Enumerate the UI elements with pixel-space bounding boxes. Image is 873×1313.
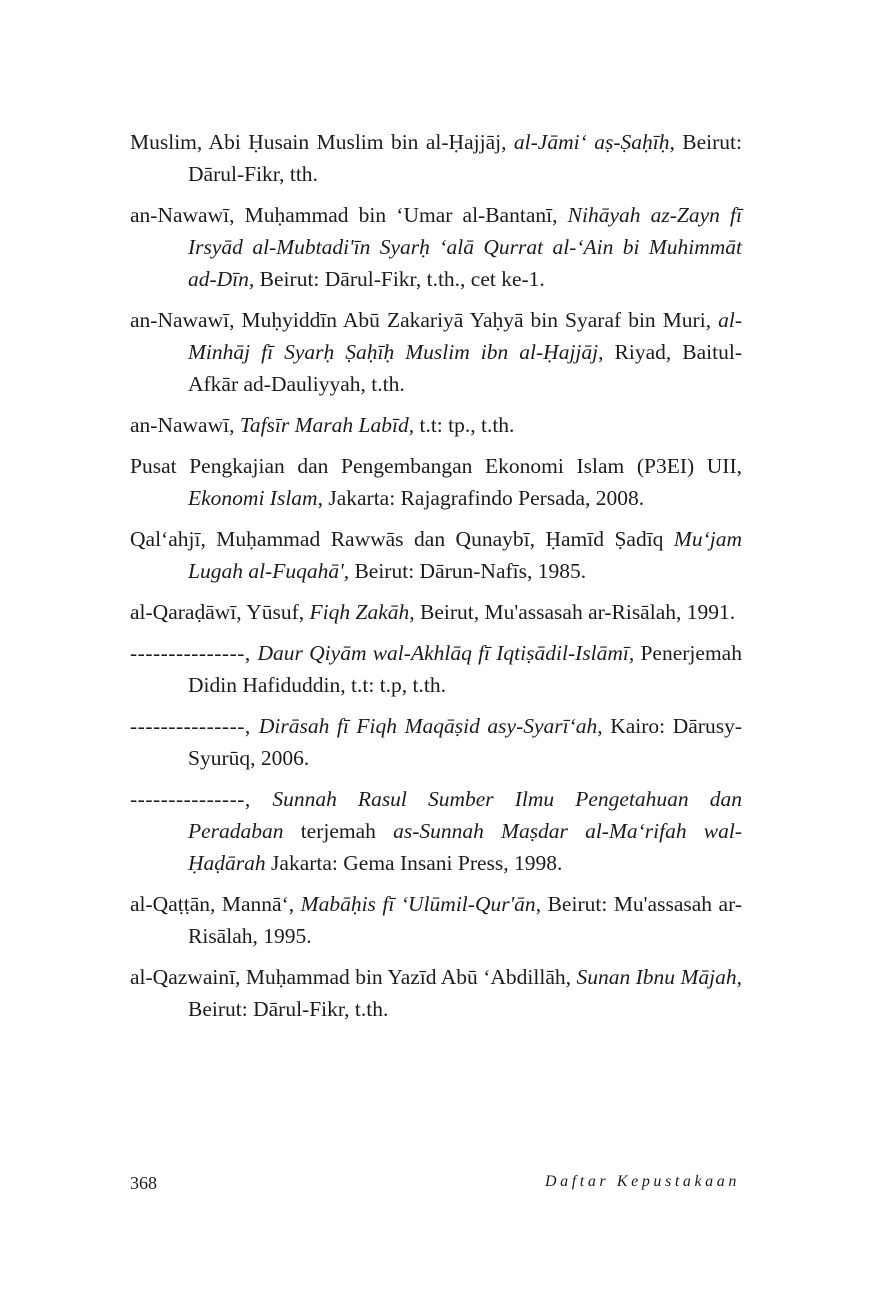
entry-title: Mu‘jam Lugah al-Fuqahā',	[188, 527, 742, 583]
bibliography-entry	[130, 450, 742, 514]
entry-author: al-Qaṭṭān, Mannā‘,	[130, 892, 301, 916]
entry-author: Pusat Pengkajian dan Pengembangan Ekonomi Islam (P3EI) UII,	[130, 454, 742, 478]
entry-publication: , Riyad, Baitul-Afkār ad-Dauliyyah, t.th.	[188, 340, 742, 396]
entry-original-title: as-Sunnah Maṣdar al-Ma‘rifah wal-Ḥaḍārah	[188, 819, 742, 875]
entry-publication: , Jakarta: Rajagrafindo Persada, 2008.	[317, 486, 645, 510]
bibliography-entry	[130, 304, 742, 400]
entry-author: Muslim, Abi Ḥusain Muslim bin al-Ḥajjāj,	[130, 130, 514, 154]
bibliography-entry	[130, 523, 742, 587]
entry-title: Dirāsah fī Fiqh Maqāṣid asy-Syarī‘ah	[258, 714, 598, 738]
entry-author: an-Nawawī, Muḥyiddīn Abū Zakariyā Yaḥyā bin Syaraf bin Muri,	[130, 308, 719, 332]
bibliography-entry	[130, 126, 742, 190]
bibliography-entry	[130, 199, 742, 295]
entry-title: Tafsīr Marah Labīd,	[239, 413, 415, 437]
entry-title: Nihāyah az-Zayn fī Irsyād al-Mubtadi'īn Syarḥ ‘alā Qurrat al-‘Ain bi Muhimmāt ad-Dīn,	[188, 203, 742, 291]
entry-title: Daur Qiyām wal-Akhlāq fī Iqtiṣādil-Islāmī,	[257, 641, 635, 665]
entry-repeat-author-dashes: ---------------,	[130, 641, 258, 665]
entry-title: Ekonomi Islam	[188, 486, 318, 510]
entry-title: Fiqh Zakāh,	[309, 600, 415, 624]
entry-author: an-Nawawī,	[130, 413, 240, 437]
bibliography-entry	[130, 409, 742, 441]
entry-publication: , Beirut: Dārul-Fikr, t.th.	[188, 965, 742, 1021]
bibliography-entry	[130, 596, 742, 628]
entry-title: al-Minhāj fī Syarḥ Ṣaḥīḥ Muslim ibn al-Ḥajjāj	[188, 308, 742, 364]
entry-title: Sunan Ibnu Mājah	[576, 965, 737, 989]
entry-author: al-Qaraḍāwī, Yūsuf,	[130, 600, 310, 624]
entry-title: Sunnah Rasul Sumber Ilmu Pengetahuan dan Peradaban	[188, 787, 742, 843]
entry-translation-note: terjemah	[283, 819, 394, 843]
entry-publication: , Beirut: Mu'assasah ar-Risālah, 1995.	[188, 892, 742, 948]
entry-publication: Jakarta: Gema Insani Press, 1998.	[265, 851, 563, 875]
page-footer	[130, 1173, 740, 1199]
entry-repeat-author-dashes: ---------------,	[130, 787, 273, 811]
bibliography-entry	[130, 710, 742, 774]
bibliography-list	[130, 126, 742, 1034]
entry-publication: Penerjemah Didin Hafiduddin, t.t: t.p, t.th.	[188, 641, 742, 697]
entry-author: an-Nawawī, Muḥammad bin ‘Umar al-Bantanī,	[130, 203, 568, 227]
entry-author: al-Qazwainī, Muḥammad bin Yazīd Abū ‘Abdillāh,	[130, 965, 577, 989]
running-title: Daftar Kepustakaan	[544, 1173, 740, 1190]
entry-publication: Beirut: Dārul-Fikr, t.th., cet ke-1.	[254, 267, 545, 291]
entry-publication: t.t: tp., t.th.	[414, 413, 515, 437]
entry-author: Qal‘ahjī, Muḥammad Rawwās dan Qunaybī, Ḥamīd Ṣadīq	[130, 527, 674, 551]
bibliography-entry	[130, 961, 742, 1025]
bibliography-entry	[130, 637, 742, 701]
bibliography-entry	[130, 888, 742, 952]
entry-title: Mabāḥis fī ‘Ulūmil-Qur'ān	[300, 892, 536, 916]
entry-publication: , Kairo: Dārusy-Syurūq, 2006.	[188, 714, 742, 770]
entry-title: al-Jāmi‘ aṣ-Ṣaḥīḥ,	[513, 130, 675, 154]
page-number: 368	[130, 1173, 157, 1193]
entry-publication: Beirut, Mu'assasah ar-Risālah, 1991.	[414, 600, 736, 624]
entry-publication: Beirut: Dārul-Fikr, tth.	[188, 130, 743, 186]
entry-publication: Beirut: Dārun-Nafīs, 1985.	[349, 559, 587, 583]
entry-repeat-author-dashes: ---------------,	[130, 714, 259, 738]
bibliography-entry	[130, 783, 742, 879]
